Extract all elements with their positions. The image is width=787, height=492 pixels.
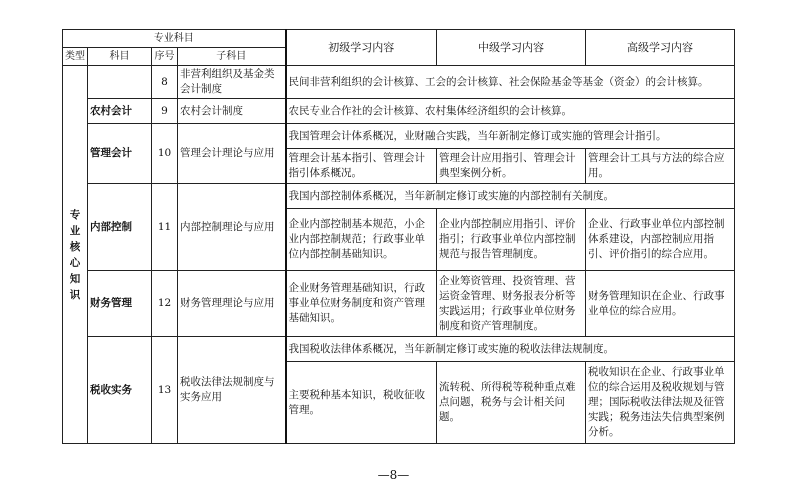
sub-subject-cell: 税收法律法规制度与实务应用 [178, 337, 286, 444]
content-all-levels: 我国管理会计体系概况，业财融合实践，当年新制定修订或实施的管理会计指引。 [286, 124, 735, 149]
content-basic: 主要税种基本知识，税收征收管理。 [286, 362, 437, 444]
table-row [63, 337, 735, 362]
subject-cell: 管理会计 [88, 124, 152, 184]
content-advanced: 企业、行政事业单位内部控制体系建设，内部控制应用指引、评价指引的综合应用。 [586, 209, 735, 271]
content-all-levels: 农民专业合作社的会计核算、农村集体经济组织的会计核算。 [286, 99, 735, 124]
number-cell: 9 [152, 99, 178, 124]
content-all-levels: 我国税收法律体系概况，当年新制定修订或实施的税收法律法规制度。 [286, 337, 735, 362]
content-advanced: 税收知识在企业、行政事业单位的综合运用及税收规划与管理；国际税收法律法规及征管实践；税务违法失信典型案例分析。 [586, 362, 735, 444]
content-intermediate: 企业内部控制应用指引、评价指引；行政事业单位内部控制规范与报告管理制度。 [437, 209, 586, 271]
subject-cell: 税收实务 [88, 337, 152, 444]
number-cell: 13 [152, 337, 178, 444]
content-basic: 管理会计基本指引、管理会计指引体系概况。 [286, 149, 437, 184]
content-advanced: 管理会计工具与方法的综合应用。 [586, 149, 735, 184]
sub-subject-cell: 财务管理理论与应用 [178, 271, 286, 337]
header-sub-subject: 子科目 [178, 48, 286, 66]
page-number: —8— [377, 468, 410, 482]
sub-subject-cell: 农村会计制度 [178, 99, 286, 124]
header-group: 专业科目 [63, 30, 286, 48]
content-basic: 企业财务管理基础知识，行政事业单位财务制度和资产管理基础知识。 [286, 271, 437, 337]
header-advanced: 高级学习内容 [586, 30, 735, 66]
number-cell: 11 [152, 184, 178, 271]
table-row [63, 66, 735, 99]
content-advanced: 财务管理知识在企业、行政事业单位的综合应用。 [586, 271, 735, 337]
sub-subject-cell: 内部控制理论与应用 [178, 184, 286, 271]
curriculum-table [62, 29, 735, 444]
header-type: 类型 [63, 48, 88, 66]
content-intermediate: 企业筹资管理、投资管理、营运资金管理、财务报表分析等实践运用；行政事业单位财务制度和资产管理制度。 [437, 271, 586, 337]
table-row [63, 184, 735, 209]
category-cell: 专业核心知识 [63, 66, 88, 444]
content-all-levels: 民间非营利组织的会计核算、工会的会计核算、社会保险基金等基金（资金）的会计核算。 [286, 66, 735, 99]
number-cell: 8 [152, 66, 178, 99]
subject-cell: 财务管理 [88, 271, 152, 337]
table-row [63, 99, 735, 124]
sub-subject-cell: 管理会计理论与应用 [178, 124, 286, 184]
header-number: 序号 [152, 48, 178, 66]
subject-cell [88, 66, 152, 99]
number-cell: 12 [152, 271, 178, 337]
table-row [63, 271, 735, 337]
table-row [63, 124, 735, 149]
content-intermediate: 管理会计应用指引、管理会计典型案例分析。 [437, 149, 586, 184]
content-all-levels: 我国内部控制体系概况，当年新制定修订或实施的内部控制有关制度。 [286, 184, 735, 209]
header-basic: 初级学习内容 [286, 30, 437, 66]
content-basic: 企业内部控制基本规范，小企业内部控制规范；行政事业单位内部控制基础知识。 [286, 209, 437, 271]
number-cell: 10 [152, 124, 178, 184]
header-subject: 科目 [88, 48, 152, 66]
subject-cell: 内部控制 [88, 184, 152, 271]
sub-subject-cell: 非营利组织及基金类会计制度 [178, 66, 286, 99]
header-intermediate: 中级学习内容 [437, 30, 586, 66]
subject-cell: 农村会计 [88, 99, 152, 124]
content-intermediate: 流转税、所得税等税种重点难点问题，税务与会计相关问题。 [437, 362, 586, 444]
